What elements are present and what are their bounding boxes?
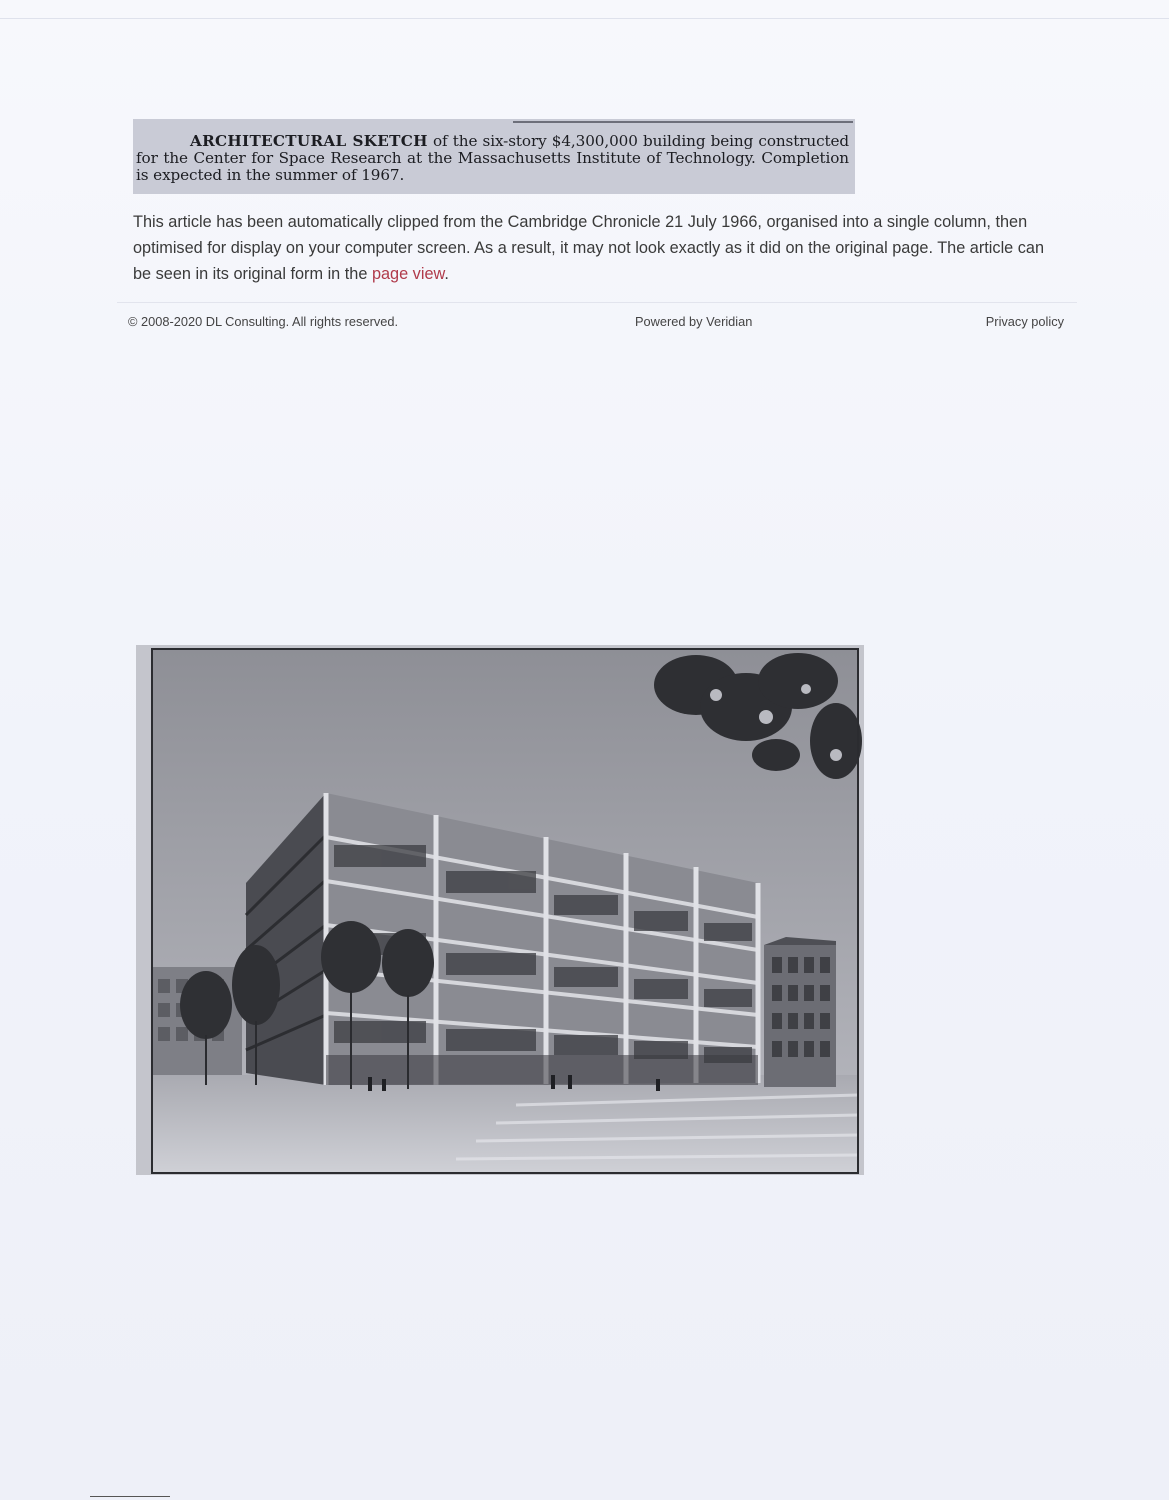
footer bbox=[128, 314, 1064, 332]
caption-clipping bbox=[133, 119, 855, 194]
caption-body: of the six-story $4,300,000 building being constructed for the Center for Space Research at the Massachusetts Institute of Technology. Completion is expected in the summer of 1967. bbox=[136, 132, 850, 184]
footer-divider bbox=[117, 302, 1077, 303]
page-view-link[interactable]: page view bbox=[371, 265, 445, 283]
footer-copyright: © 2008-2020 DL Consulting. All rights reserved. bbox=[128, 314, 399, 329]
building-sketch-illustration bbox=[136, 645, 864, 1175]
scan-mark bbox=[90, 1496, 170, 1497]
architectural-sketch-image bbox=[136, 645, 864, 1175]
article-description bbox=[133, 209, 1063, 287]
description-trailing: . bbox=[444, 265, 449, 283]
caption-text bbox=[136, 133, 849, 184]
privacy-policy-link[interactable]: Privacy policy bbox=[985, 314, 1064, 329]
description-text: This article has been automatically clipped from the Cambridge Chronicle 21 July 1966, organised into a single column, then optimised for display on your computer screen. As a result, it may not look exactly as it did on the original page. The article can be seen in its original form in the bbox=[133, 213, 1045, 283]
caption-lead: ARCHITECTURAL SKETCH bbox=[190, 132, 428, 150]
footer-powered-by: Powered by Veridian bbox=[635, 314, 753, 329]
top-divider bbox=[0, 18, 1169, 19]
